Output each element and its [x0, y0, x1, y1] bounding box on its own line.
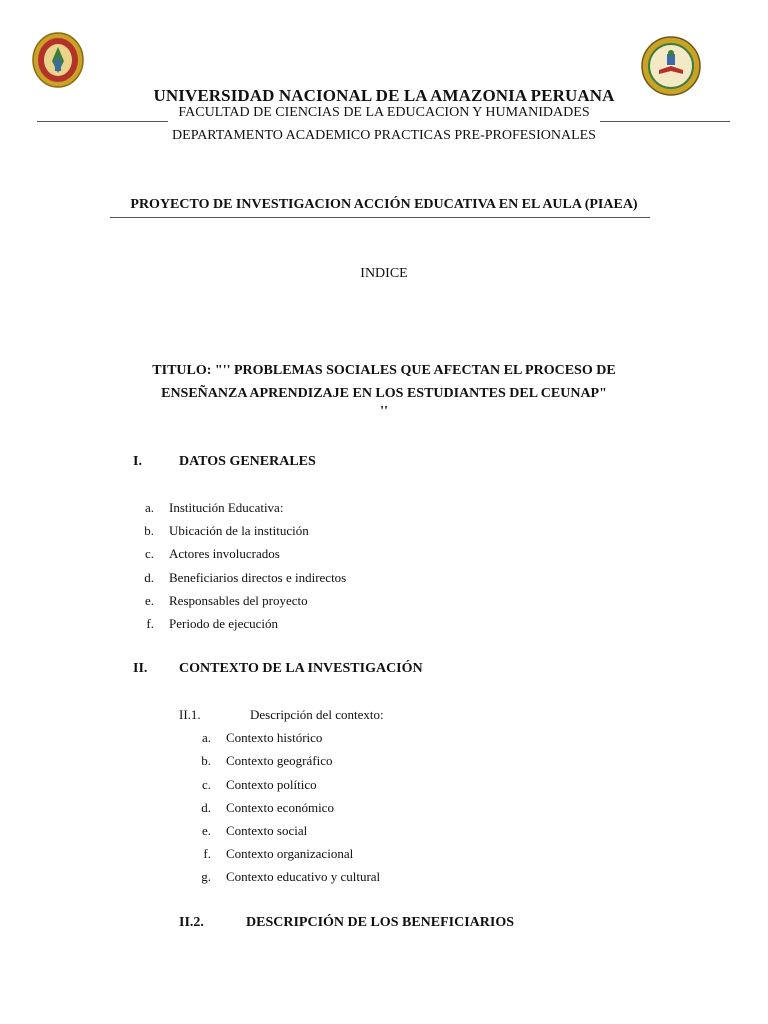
header-rule-right	[600, 121, 730, 122]
department-name: DEPARTAMENTO ACADEMICO PRACTICAS PRE-PROFESIONALES	[172, 128, 596, 143]
list-item: Actores involucrados	[169, 546, 280, 561]
list-item-letter: f.	[146, 616, 154, 631]
section-1-number: I.	[133, 454, 142, 469]
list-item-letter: d.	[201, 800, 211, 815]
list-item-letter: c.	[144, 546, 154, 561]
list-item: Institución Educativa:	[169, 500, 284, 515]
list-item-letter: g.	[201, 869, 211, 884]
list-item: Contexto político	[226, 777, 317, 792]
list-item: Beneficiarios directos e indirectos	[169, 570, 347, 585]
list-item: Contexto económico	[226, 800, 334, 815]
subsection-2-label: DESCRIPCIÓN DE LOS BENEFICIARIOS	[246, 915, 515, 930]
list-item-letter: e.	[144, 593, 154, 608]
title-line-3: ''	[380, 404, 388, 419]
section-2-number: II.	[133, 661, 148, 676]
index-heading: INDICE	[360, 266, 408, 281]
list-item: Contexto geográfico	[226, 753, 333, 768]
list-item: Contexto histórico	[226, 730, 323, 745]
subsection-2-number: II.2.	[179, 915, 204, 930]
list-item-letter: d.	[144, 570, 154, 585]
list-item-letter: a.	[201, 730, 211, 745]
section-1-label: DATOS GENERALES	[179, 454, 316, 469]
header-rule-left	[37, 121, 168, 122]
university-seal-icon	[31, 31, 85, 89]
university-name: UNIVERSIDAD NACIONAL DE LA AMAZONIA PERUANA	[153, 86, 615, 105]
list-item-letter: c.	[201, 777, 211, 792]
faculty-name: FACULTAD DE CIENCIAS DE LA EDUCACION Y HUMANIDADES	[178, 105, 590, 120]
list-item-letter: a.	[144, 500, 154, 515]
list-item: Periodo de ejecución	[169, 616, 279, 631]
subsection-1-label: Descripción del contexto:	[250, 707, 384, 722]
project-title: PROYECTO DE INVESTIGACION ACCIÓN EDUCATIVA EN EL AULA (PIAEA)	[130, 197, 638, 212]
list-item: Contexto social	[226, 823, 308, 838]
project-rule	[110, 217, 650, 218]
list-item-letter: b.	[201, 753, 211, 768]
title-line-1: TITULO: "'' PROBLEMAS SOCIALES QUE AFECTAN EL PROCESO DE	[152, 363, 616, 378]
list-item: Contexto organizacional	[226, 846, 354, 861]
list-item-letter: e.	[201, 823, 211, 838]
section-2-label: CONTEXTO DE LA INVESTIGACIÓN	[179, 661, 423, 676]
list-item: Responsables del proyecto	[169, 593, 308, 608]
document-title	[0, 359, 768, 419]
title-line-2: ENSEÑANZA APRENDIZAJE EN LOS ESTUDIANTES DEL CEUNAP"	[161, 386, 607, 401]
list-item-letter: b.	[144, 523, 154, 538]
list-item: Contexto educativo y cultural	[226, 869, 381, 884]
list-item-letter: f.	[203, 846, 211, 861]
list-item: Ubicación de la institución	[169, 523, 309, 538]
subsection-1-number: II.1.	[179, 707, 201, 722]
